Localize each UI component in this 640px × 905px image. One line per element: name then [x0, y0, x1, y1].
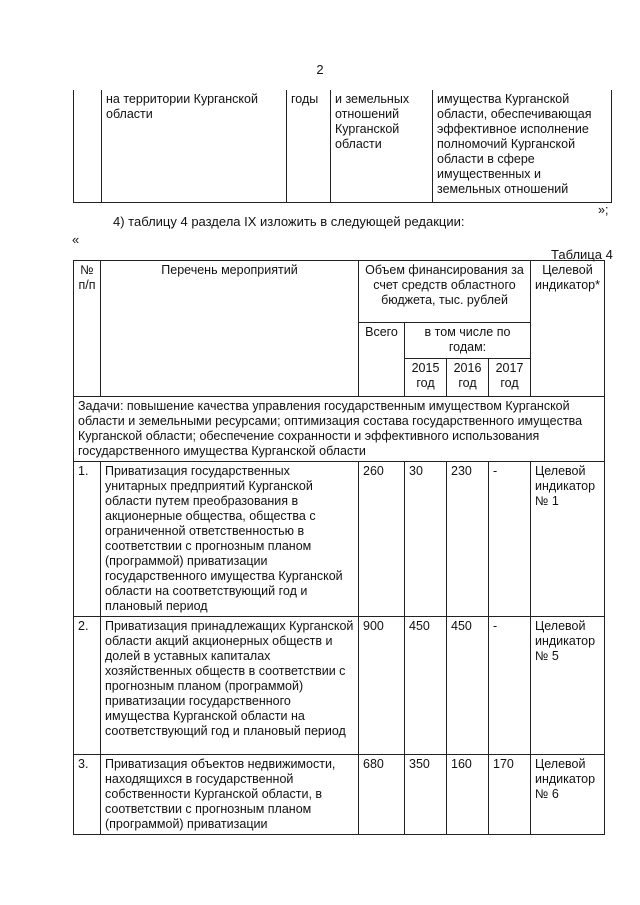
header-total: Всего: [359, 323, 405, 397]
table-4: [73, 260, 605, 835]
row-2017: -: [489, 617, 531, 755]
cont-col4: и земельных отношений Курганской области: [331, 90, 433, 202]
continuation-table: [73, 90, 612, 203]
row-num: 3.: [74, 755, 101, 835]
row-2016: 230: [447, 462, 489, 617]
row-total: 680: [359, 755, 405, 835]
header-2016: 2016 год: [447, 359, 489, 397]
row-indicator: Целевой индикатор № 6: [531, 755, 605, 835]
instruction-text: 4) таблицу 4 раздела IX изложить в следующей редакции:: [113, 214, 465, 229]
cont-col2: на территории Курганской области: [102, 90, 287, 202]
continuation-row: [74, 90, 612, 202]
cont-col1: [74, 90, 102, 202]
row-total: 260: [359, 462, 405, 617]
row-2015: 350: [405, 755, 447, 835]
row-total: 900: [359, 617, 405, 755]
row-2017: -: [489, 462, 531, 617]
row-indicator: Целевой индикатор № 5: [531, 617, 605, 755]
header-row-1: [74, 261, 605, 323]
header-2015: 2015 год: [405, 359, 447, 397]
cont-col5: имущества Курганской области, обеспечивающая эффективное исполнение полномочий Курганской области в сфере имущественных и земельных отношений: [433, 90, 612, 202]
header-indicator: Целевой индикатор*: [531, 261, 605, 397]
quote-close: »;: [598, 203, 609, 217]
header-num: № п/п: [74, 261, 101, 397]
row-2017: 170: [489, 755, 531, 835]
tasks-text: Задачи: повышение качества управления государственным имуществом Курганской области и земельными ресурсами; оптимизация состава государственного имущества Курганской области; обеспечение сохранности и эффективного использования государственного имущества Курганской области: [74, 397, 605, 462]
row-num: 2.: [74, 617, 101, 755]
table-caption: Таблица 4: [551, 247, 613, 262]
row-num: 1.: [74, 462, 101, 617]
table-row: [74, 462, 605, 617]
row-2016: 160: [447, 755, 489, 835]
row-indicator: Целевой индикатор № 1: [531, 462, 605, 617]
header-funding: Объем финансирования за счет средств областного бюджета, тыс. рублей: [359, 261, 531, 323]
table-row: [74, 755, 605, 835]
page-number: 2: [316, 62, 324, 77]
row-2015: 30: [405, 462, 447, 617]
row-2016: 450: [447, 617, 489, 755]
quote-open: «: [72, 232, 80, 247]
row-event: Приватизация государственных унитарных предприятий Курганской области путем преобразования в акционерные общества, общества с ограниченной ответственностью в соответствии с прогнозным планом (программой) приватизации государственного имущества Курганской области на соответствующий год и плановый период: [101, 462, 359, 617]
cont-col3: годы: [287, 90, 331, 202]
header-2017: 2017 год: [489, 359, 531, 397]
row-event: Приватизация принадлежащих Курганской области акций акционерных обществ и долей в уставных капиталах хозяйственных обществ в соответствии с прогнозным планом (программой) приватизации государственного имущества Курганской области на соответствующий год и плановый период: [101, 617, 359, 755]
header-events: Перечень мероприятий: [101, 261, 359, 397]
header-including: в том числе по годам:: [405, 323, 531, 359]
tasks-row: [74, 397, 605, 462]
row-2015: 450: [405, 617, 447, 755]
row-event: Приватизация объектов недвижимости, находящихся в государственной собственности Курганской области, в соответствии с прогнозным планом (программой) приватизации: [101, 755, 359, 835]
table-row: [74, 617, 605, 755]
